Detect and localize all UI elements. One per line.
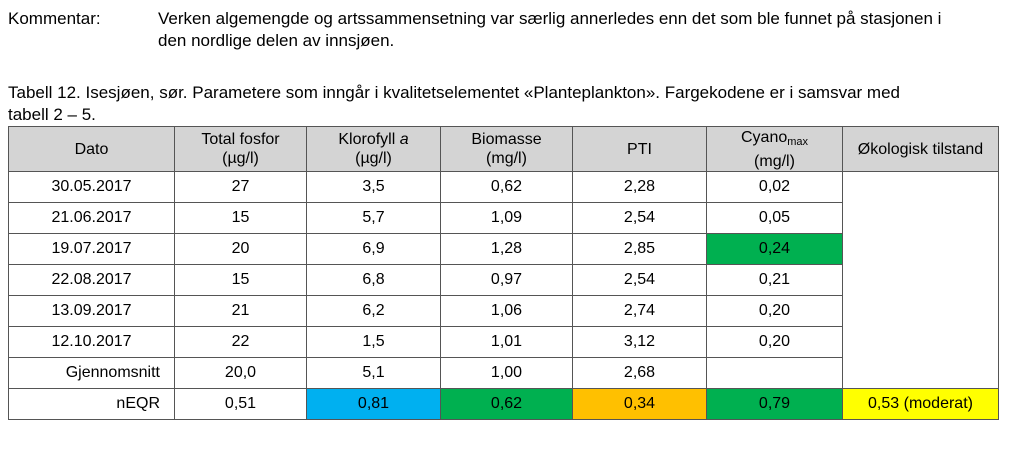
cell-cyano: 0,20: [707, 296, 843, 327]
header-dato: Dato: [9, 127, 175, 172]
cell-dato: 13.09.2017: [9, 296, 175, 327]
table-row: [9, 172, 999, 203]
cell-tilstand-empty: [843, 327, 999, 358]
header-row: [9, 127, 999, 172]
cell-tilstand-empty: [843, 203, 999, 234]
header-cyano-unit: (mg/l): [754, 152, 795, 170]
caption-line-1: Tabell 12. Isesjøen, sør. Parametere som inngår i kvalitetselementet «Planteplankton». Fargekodene er i samsvar med: [8, 83, 900, 102]
comment-text: [158, 8, 988, 52]
cell-cyano: 0,20: [707, 327, 843, 358]
neqr-klorofyll: 0,81: [307, 389, 441, 420]
cell-dato: 30.05.2017: [9, 172, 175, 203]
cell-biomasse: 0,62: [441, 172, 573, 203]
cell-tilstand-empty: [843, 296, 999, 327]
header-cyano-sub: max: [787, 135, 809, 148]
header-fosfor-unit: (µg/l): [222, 150, 259, 167]
header-biomasse: [441, 127, 573, 172]
average-fosfor: 20,0: [175, 358, 307, 389]
cell-biomasse: 0,97: [441, 265, 573, 296]
cell-biomasse: 1,06: [441, 296, 573, 327]
cell-dato: 19.07.2017: [9, 234, 175, 265]
cell-biomasse: 1,01: [441, 327, 573, 358]
cell-tilstand-empty: [843, 265, 999, 296]
header-pti: PTI: [573, 127, 707, 172]
planteplankton-table: [8, 126, 999, 420]
header-biomasse-line1: Biomasse: [471, 131, 542, 148]
cell-fosfor: 15: [175, 203, 307, 234]
cell-pti: 2,74: [573, 296, 707, 327]
cell-cyano: 0,21: [707, 265, 843, 296]
cell-klorofyll: 6,8: [307, 265, 441, 296]
cell-tilstand-empty: [843, 358, 999, 389]
cell-klorofyll: 5,7: [307, 203, 441, 234]
table-row: [9, 327, 999, 358]
header-klorofyll-italic: a: [399, 131, 409, 148]
neqr-row: [9, 389, 999, 420]
cell-klorofyll: 1,5: [307, 327, 441, 358]
cell-klorofyll: 6,9: [307, 234, 441, 265]
average-pti: 2,68: [573, 358, 707, 389]
table-row: [9, 203, 999, 234]
cell-fosfor: 20: [175, 234, 307, 265]
neqr-tilstand: 0,53 (moderat): [843, 389, 999, 420]
comment-line-1: Verken algemengde og artssammensetning var særlig annerledes enn det som ble funnet på stasjonen i: [158, 9, 942, 28]
cell-pti: 2,54: [573, 265, 707, 296]
header-klorofyll-line1: Klorofyll: [338, 131, 400, 148]
header-klorofyll: [307, 127, 441, 172]
cell-klorofyll: 6,2: [307, 296, 441, 327]
neqr-label: nEQR: [9, 389, 175, 420]
cell-biomasse: 1,28: [441, 234, 573, 265]
comment-line-2: den nordlige delen av innsjøen.: [158, 31, 395, 50]
header-biomasse-unit: (mg/l): [486, 150, 527, 167]
neqr-fosfor: 0,51: [175, 389, 307, 420]
cell-cyano: 0,02: [707, 172, 843, 203]
table-row: [9, 265, 999, 296]
cell-fosfor: 15: [175, 265, 307, 296]
cell-pti: 2,54: [573, 203, 707, 234]
cell-dato: 21.06.2017: [9, 203, 175, 234]
caption-line-2: tabell 2 – 5.: [8, 105, 96, 124]
cell-pti: 2,28: [573, 172, 707, 203]
neqr-pti: 0,34: [573, 389, 707, 420]
header-tilstand: Økologisk tilstand: [843, 127, 999, 172]
average-row: [9, 358, 999, 389]
neqr-cyano: 0,79: [707, 389, 843, 420]
average-klorofyll: 5,1: [307, 358, 441, 389]
average-label: Gjennomsnitt: [9, 358, 175, 389]
cell-dato: 22.08.2017: [9, 265, 175, 296]
cell-biomasse: 1,09: [441, 203, 573, 234]
table-row: [9, 234, 999, 265]
header-total-fosfor: [175, 127, 307, 172]
comment-label: Kommentar:: [8, 9, 101, 28]
header-fosfor-line1: Total fosfor: [201, 131, 280, 148]
neqr-biomasse: 0,62: [441, 389, 573, 420]
cell-tilstand-empty: [843, 172, 999, 203]
cell-tilstand-empty: [843, 234, 999, 265]
cell-cyano: 0,24: [707, 234, 843, 265]
average-biomasse: 1,00: [441, 358, 573, 389]
header-cyano: [707, 127, 843, 172]
cell-cyano: 0,05: [707, 203, 843, 234]
cell-dato: 12.10.2017: [9, 327, 175, 358]
cell-fosfor: 22: [175, 327, 307, 358]
cell-pti: 3,12: [573, 327, 707, 358]
table-row: [9, 296, 999, 327]
header-klorofyll-unit: (µg/l): [355, 150, 392, 167]
cell-fosfor: 27: [175, 172, 307, 203]
header-cyano-line1: Cyano: [740, 128, 788, 146]
cell-fosfor: 21: [175, 296, 307, 327]
cell-pti: 2,85: [573, 234, 707, 265]
cell-klorofyll: 3,5: [307, 172, 441, 203]
table-caption: [8, 82, 1008, 126]
average-cyano-empty: [707, 358, 843, 389]
